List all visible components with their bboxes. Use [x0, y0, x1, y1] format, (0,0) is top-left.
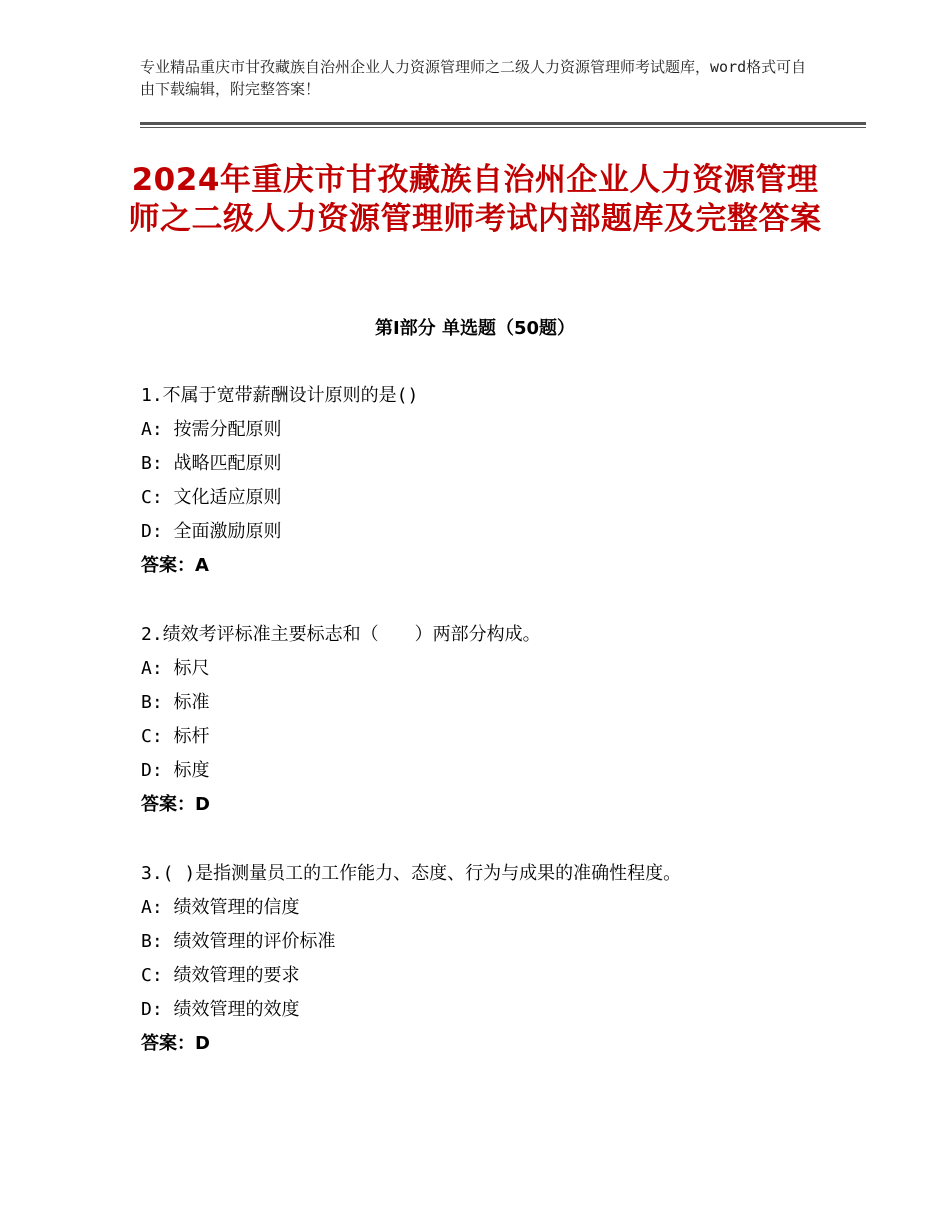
section-heading: 第Ⅰ部分 单选题（50题） — [374, 318, 575, 339]
question-3 — [141, 863, 861, 1067]
option-c: C: 标杆 — [141, 726, 210, 747]
option-d: D: 绩效管理的效度 — [141, 999, 300, 1020]
question-1 — [141, 385, 861, 589]
answer: 答案：D — [141, 1033, 210, 1054]
option-a: A: 标尺 — [141, 658, 210, 679]
header-rule-thick — [140, 122, 866, 125]
question-stem: 3.( )是指测量员工的工作能力、态度、行为与成果的准确性程度。 — [141, 863, 682, 884]
option-c: C: 文化适应原则 — [141, 487, 282, 508]
answer: 答案：A — [141, 555, 209, 576]
document-title: 2024年重庆市甘孜藏族自治州企业人力资源管理师之二级人力资源管理师考试内部题库及完整答案 — [128, 162, 822, 237]
question-2 — [141, 624, 861, 828]
option-b: B: 绩效管理的评价标准 — [141, 931, 336, 952]
option-d: D: 全面激励原则 — [141, 521, 282, 542]
option-a: A: 绩效管理的信度 — [141, 897, 300, 918]
answer: 答案：D — [141, 794, 210, 815]
option-a: A: 按需分配原则 — [141, 419, 282, 440]
header-rule-thin — [140, 127, 866, 128]
option-d: D: 标度 — [141, 760, 210, 781]
option-c: C: 绩效管理的要求 — [141, 965, 300, 986]
option-b: B: 战略匹配原则 — [141, 453, 282, 474]
question-stem: 1.不属于宽带薪酬设计原则的是() — [141, 385, 419, 406]
option-b: B: 标准 — [141, 692, 210, 713]
header-note: 专业精品重庆市甘孜藏族自治州企业人力资源管理师之二级人力资源管理师考试题库，word格式可自由下载编辑，附完整答案！ — [140, 58, 807, 98]
question-stem: 2.绩效考评标准主要标志和（ ）两部分构成。 — [141, 624, 541, 645]
